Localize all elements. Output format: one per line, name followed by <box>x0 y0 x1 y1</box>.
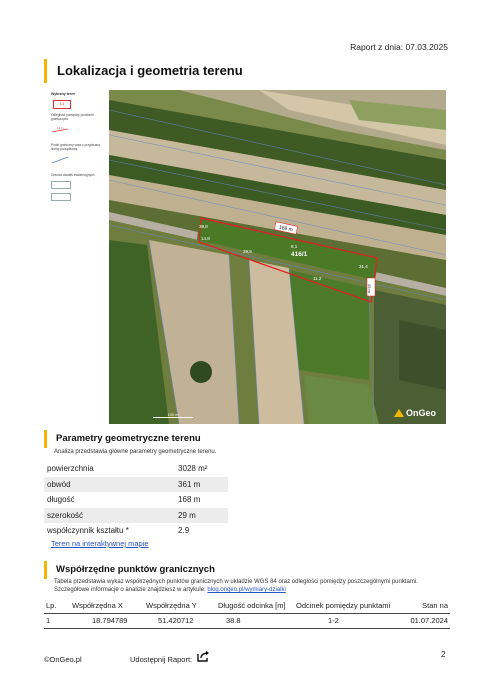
param-value: 3028 m² <box>178 464 208 474</box>
cell-y: 51.420712 <box>144 613 216 628</box>
ongeo-logo <box>394 408 436 418</box>
share-icon[interactable] <box>197 650 210 662</box>
params-title: Parametry geometryczne terenu <box>44 430 201 448</box>
params-row <box>44 492 228 508</box>
cell-lp: 1 <box>44 613 70 628</box>
map-edge-label: 8,1 <box>291 244 298 249</box>
param-value: 168 m <box>178 495 201 505</box>
ongeo-logo-text: OnGeo <box>405 408 436 418</box>
params-table <box>44 461 228 539</box>
coordinates-header-row <box>44 599 450 613</box>
map-scale-bar: 100 m <box>153 412 193 418</box>
param-value: 29 m <box>170 508 228 524</box>
legend-swatch-1 <box>51 181 71 189</box>
points-description <box>54 578 448 594</box>
map-edge-label: 11,2 <box>313 276 322 281</box>
report-date: Raport z dnia: 07.03.2025 <box>350 42 448 52</box>
cell-x: 18.794789 <box>70 613 144 628</box>
params-row <box>44 508 228 524</box>
col-header: Współrzędna Y <box>144 599 216 613</box>
legend-title: Wybrany teren <box>51 92 76 96</box>
map-edge-label: 38,8 <box>199 224 208 229</box>
map-width-label: 29 m <box>367 284 372 293</box>
col-header: Długość odcinka [m] <box>216 599 294 613</box>
section-title-location: Lokalizacja i geometria terenu <box>44 59 243 83</box>
map-legend <box>51 92 103 201</box>
legend-points-text: Punkt graniczny wraz z przypisaną liczbą porządkową <box>51 143 101 151</box>
param-label: powierzchnia <box>47 464 94 474</box>
param-value: 361 m <box>170 477 228 493</box>
param-label: długość <box>47 495 75 505</box>
param-label: obwód <box>44 477 170 493</box>
param-value: 2.9 <box>178 526 190 536</box>
params-description: Analiza przedstawia główne parametry geometryczne terenu. <box>54 449 217 455</box>
map-edge-label: 31,4 <box>359 264 368 269</box>
cell-date: 01.07.2024 <box>402 613 450 628</box>
ongeo-logo-icon <box>394 409 404 417</box>
interactive-map-link[interactable]: Teren na interaktywnej mapie <box>51 539 149 548</box>
map-length-label: 168 m <box>278 224 294 234</box>
legend-distance-line-icon <box>51 126 69 134</box>
legend-boundary-line-icon <box>51 156 69 164</box>
legend-distance-sample: 11 m <box>57 126 64 130</box>
col-header: Lp. <box>44 599 70 613</box>
map-parcel-label: 416/1 <box>291 251 308 258</box>
param-label: współczynnik kształtu * <box>47 526 129 536</box>
aerial-map[interactable] <box>109 90 446 424</box>
legend-swatch-2 <box>51 193 71 201</box>
cell-segment: 1-2 <box>294 613 402 628</box>
cell-length: 38.8 <box>216 613 294 628</box>
col-header: Stan na <box>402 599 450 613</box>
share-label: Udostępnij Raport: <box>130 655 193 664</box>
map-edge-label: 29,9 <box>243 249 252 254</box>
params-row <box>44 523 228 539</box>
coordinates-table <box>44 599 450 629</box>
table-row <box>44 613 450 628</box>
page-number: 2 <box>441 650 446 659</box>
param-label: szerokość <box>44 508 170 524</box>
aerial-map-canvas <box>109 90 446 424</box>
params-row <box>44 461 228 477</box>
points-title: Współrzędne punktów granicznych <box>44 561 215 579</box>
legend-boundaries-text: Granice działek ewidencyjnych <box>51 173 95 177</box>
points-description-text: Tabela przedstawia wykaz współrzędnych punktów granicznych w układzie WGS 84 oraz odległości pomiędzy poszczególnymi punktami. Szczegółowe informacje o analizie znajdziesz w artykule: <box>54 579 418 593</box>
col-header: Współrzędna X <box>70 599 144 613</box>
legend-distance-text: Odległość pomiędzy punktami granicznymi <box>51 113 94 121</box>
legend-parcel-box: 1/1 <box>53 100 71 109</box>
article-link[interactable]: blog.ongeo.pl/wymiary-dzialki <box>207 587 286 593</box>
map-edge-label: 14,8 <box>201 236 210 241</box>
params-row <box>44 477 228 493</box>
col-header: Odcinek pomiędzy punktami <box>294 599 402 613</box>
footer-brand: ©OnGeo.pl <box>44 655 82 664</box>
